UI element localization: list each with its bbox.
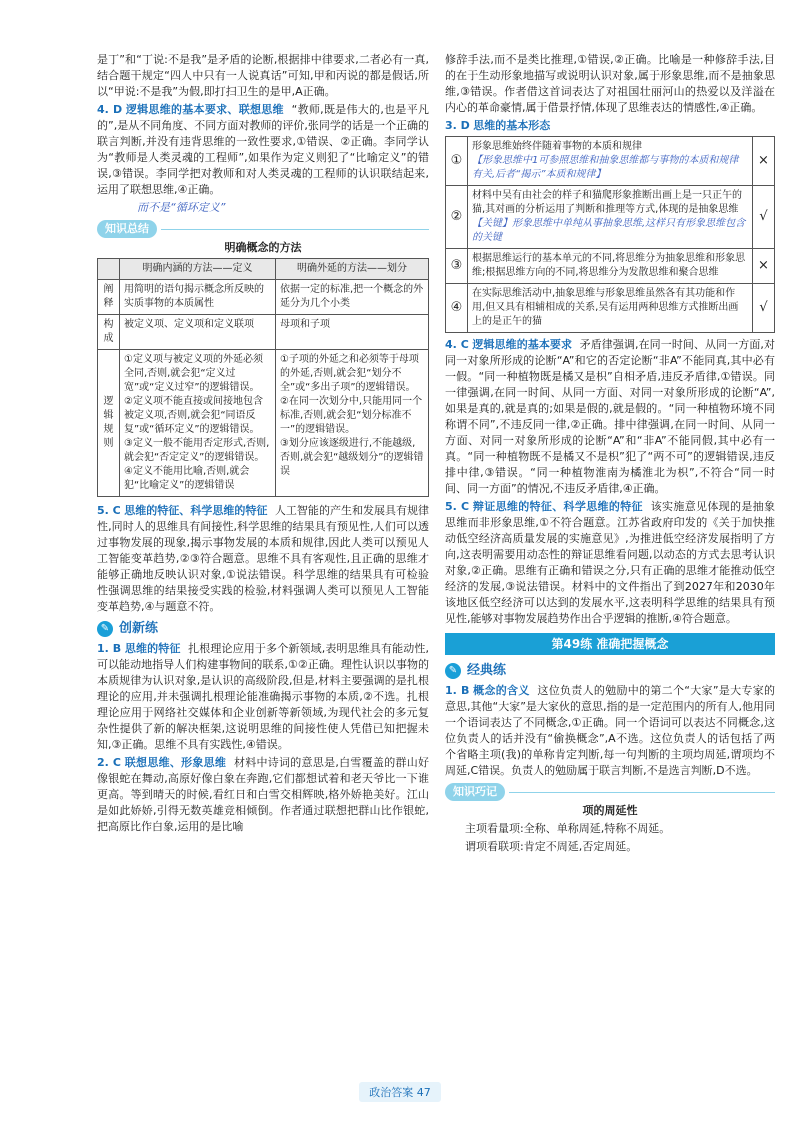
c1-number: 1. B [97,642,122,655]
row-mark: √ [753,186,775,249]
row-text: 材料中吴有由社会的样子和猫爬形象推断出画上是一只正午的猫,其对画的分析运用了判断和推理等方式,体现的是抽象思维 [472,190,742,215]
table-cell: ①子项的外延之和必须等于母项的外延,否则,就会犯“划分不全”或“多出子项”的逻辑错误。 ②在同一次划分中,只能用同一个标准,否则,就会犯“划分标准不一”的逻辑错误。 ③划分应该逐级进行,不能越级,否则,就会犯“越级划分”的逻辑错误 [275,350,428,497]
c1-tag: 思维的特征 [124,642,181,655]
q4-number: 4. D [97,103,123,116]
row-head: 阐释 [98,280,120,315]
left-intro-paragraph: 是丁”和“丁说:不是我”是矛盾的论断,根据排中律要求,二者必有一真,结合题干规定“四人中只有一人说真话”可知,甲和丙说的都是假话,所以“甲说:不是我”为假,即打扫卫生的是甲,A正确。 [97,53,429,98]
left-column [97,52,429,837]
table-row [98,315,429,350]
table-row [446,137,775,186]
row-head: 构成 [98,315,120,350]
k1-answer [445,683,775,779]
right-column [445,52,775,857]
table-row [446,186,775,249]
row-mark: √ [753,284,775,333]
footer-subject: 政治答案 [369,1086,414,1099]
method-table-header-cell [98,259,120,280]
table-cell: 依据一定的标准,把一个概念的外延分为几个小类 [275,280,428,315]
tips-title: 项的周延性 [582,804,638,817]
row-handwritten-note: 【形象思维中1可参照思维和抽象思维都与事物的本质和规律有关,后者“揭示”本质和规律】 [472,155,739,180]
r-q5-tag: 辩证思维的特征、科学思维的特征 [472,500,643,513]
tips-divider [509,792,775,793]
innovation-label: 创新练 [119,621,159,636]
summary-pill: 知识总结 [97,220,157,238]
pencil-icon: ✎ [445,663,461,679]
r-q5-text: 该实施意见体现的是抽象思维而非形象思维,①不符合题意。江苏省政府印发的《关于加快推动低空经济高质量发展的实施意见》,为推进低空经济发展指明了方向,这表明需要用动态性的辩证思维看问题,以动态的方式去思考认识对象,②正确。思维有正确和错误之分,只有正确的思维才能推动低空经济的发展,③说法错误。材料中的文件指出了到2027年和2030年该地区低空经济可以达到的发展水平,这表明科学思维的结果具有预见性,能够对事物发展趋势作出合乎逻辑的推断,④符合题意。 [445,500,776,625]
table-cell [468,186,753,249]
c1-text: 扎根理论应用于多个新领域,表明思维具有能动性,可以能动地指导人们构建事物间的联系,①②正确。理性认识以事物的本质规律为认识对象,是认识的高级阶段,但是,材料主要强调的是扎根理论的应用,并未强调扎根理论能准确揭示事物的本质,②不选。扎根理论应用于网络社交媒体和企业创新等新领域,为现代社会的多元复杂性提供了新的解决框架,这说明思维的间接性使人凭借已知把握未知,③正确。思维不具有实践性,④错误。 [97,642,430,751]
q5-answer [97,503,429,615]
method-table-header-cell: 明确内涵的方法——定义 [120,259,276,280]
right-intro-paragraph: 修辞手法,而不是类比推理,①错误,②正确。比喻是一种修辞手法,目的在于生动形象地描写或说明认识对象,属于形象思维,而不是抽象思维,③错误。作者借这首词表达了对祖国壮丽河山的热爱以及洋溢在内心的革命豪情,属于借景抒情,体现了思维表达的情感性,④正确。 [445,53,775,114]
method-table-header [98,259,429,280]
q4-tag: 逻辑思维的基本要求、联想思维 [125,103,284,116]
c2-text: 材料中诗词的意思是,白雪覆盖的群山好像银蛇在舞动,高原好像白象在奔跑,它们都想试着和老天爷比一下谁更高。等到晴天的时候,看红日和白雪交相辉映,格外娇艳美好。江山是如此娇娇,引得无数英雄竞相倾倒。作者通过联想把群山比作银蛇,把高原比作白象,运用的是比喻 [97,756,429,833]
table-cell: 用简明的语句揭示概念所反映的实质事物的本质属性 [120,280,276,315]
r-q5-number: 5. C [445,500,470,513]
page-footer-box [359,1082,441,1102]
q3-table [445,136,775,333]
method-table-header-cell: 明确外延的方法——划分 [275,259,428,280]
method-table [97,258,429,497]
tips-pill: 知识巧记 [445,783,505,801]
c2-number: 2. C [97,756,122,769]
q4-handwritten-note: 而不是“循环定义” [137,201,226,214]
q3-header [445,118,775,134]
q5-number: 5. C [97,504,121,517]
row-number: ③ [446,249,468,284]
row-number: ④ [446,284,468,333]
row-number: ② [446,186,468,249]
summary-header [97,220,429,238]
r-q4-text: 矛盾律强调,在同一时间、从同一方面,对同一对象所形成的论断“A”和它的否定论断“非A”不能同真,其中必有一假。“同一种植物既是橘又是枳”自相矛盾,违反矛盾律,①错误。同一律强调,在同一时间、从同一方面、对同一对象所形成的论断“A”,如果是真的,就是真的;如果是假的,就是假的。“同一种植物环境不同称谓不同”,不违反同一律,②正确。排中律强调,在同一时间、从同一方面、对同一对象所形成的论断“A”和“非A”不能同假,其中必有一真。“同一种植物既不是橘又不是枳”犯了“两不可”的逻辑错误,违反排中律,③错误。“同一种植物淮南为橘淮北为枳”,不符合“同一时间、同一方面”的情况,不违反矛盾律,④正确。 [445,338,775,495]
table-cell: ①定义项与被定义项的外延必须全同,否则,就会犯“定义过宽”或“定义过窄”的逻辑错误。 ②定义项不能直接或间接地包含被定义项,否则,就会犯“同语反复”或“循环定义”的逻辑错误。 ③定义一般不能用否定形式,否则,就会犯“否定定义”的逻辑错误。 ④定义不能用比喻,否则,就会犯“比喻定义”的逻辑错误 [120,350,276,497]
table-cell: 被定义项、定义项和定义联项 [120,315,276,350]
row-head: 逻辑规则 [98,350,120,497]
k1-number: 1. B [445,684,470,697]
c1-answer [97,641,429,753]
row-text: 形象思维始终伴随着事物的本质和规律 [472,141,642,152]
table-cell [468,137,753,186]
k1-text: 这位负责人的勉励中的第二个“大家”是大专家的意思,其他“大家”是大家伙的意思,指的是一定范围内的所有人,他用同一个语词表达了不同概念,①正确。同一个语词可以表达不同概念,这位负责人的话并没有“偷换概念”,A不选。这位负责人的话包括了两个省略主项(我)的单称肯定判断,每一句判断的主项均周延,谓项均不周延,C错误。负责人的勉励属于联言判断,不是选言判断,D不选。 [445,684,776,777]
summary-title: 明确概念的方法 [224,241,302,254]
r-q4-answer [445,337,775,497]
tips-line-2: 谓项看联项:肯定不周延,否定周延。 [465,840,638,853]
row-mark: × [753,249,775,284]
summary-divider [161,229,429,230]
classic-label: 经典练 [467,663,507,678]
r-q5-answer [445,499,775,627]
k1-tag: 概念的含义 [473,684,530,697]
table-cell: 在实际思维活动中,抽象思维与形象思维虽然各有其功能和作用,但又具有相辅相成的关系,吴有运用两种思维方式推断出画上的是正午的猫 [468,284,753,333]
page-footer [0,1082,800,1102]
q4-answer [97,102,429,198]
q3-number: 3. D [445,119,470,132]
tips-header [445,783,775,801]
classic-section-title [445,663,775,679]
c2-answer [97,755,429,835]
r-q4-tag: 逻辑思维的基本要求 [472,338,573,351]
table-row [98,280,429,315]
q5-tag: 思维的特征、科学思维的特征 [124,504,268,517]
table-row [446,249,775,284]
table-row [98,350,429,497]
r-q4-number: 4. C [445,338,469,351]
lesson-banner: 第49练 准确把握概念 [445,633,775,655]
row-mark: × [753,137,775,186]
innovation-section-title [97,621,429,637]
row-number: ① [446,137,468,186]
q5-text: 人工智能的产生和发展具有规律性,同时人的思维具有间接性,科学思维的结果具有预见性,人们可以透过事物发展的现象,揭示事物发展的本质和规律,因此人类可以预见人工智能变革趋势,②③符合题意。思维不具有客观性,且正确的思维才能够正确地反映认识对象,①说法错误。科学思维的结果具有可检验性强调思维的结果接受实践的检验,材料强调人类可以预见人工智能变革趋势,④与题意不符。 [97,504,430,613]
table-cell: 根据思维运行的基本单元的不同,将思维分为抽象思维和形象思维;根据思维方向的不同,将思维分为发散思维和聚合思维 [468,249,753,284]
q4-text: “教师,既是伟大的,也是平凡的”,是从不同角度、不同方面对教师的评价,张同学的话是一个正确的联言判断,并没有违背思维的一致性要求,①错误、②正确。李同学认为“教师是人类灵魂的工程师”,如果作为定义则犯了“比喻定义”的错误,③错误。李同学把对教师和对人类灵魂的工程师的认识联结起来,运用了联想思维,④正确。 [97,103,429,196]
tips-line-1: 主项看量项:全称、单称周延,特称不周延。 [465,822,671,835]
q3-tag: 思维的基本形态 [473,119,551,132]
pencil-icon: ✎ [97,621,113,637]
table-row [446,284,775,333]
row-handwritten-note: 【关键】形象思维中单纯从事抽象思维,这样只有形象思维包含的关键 [472,218,746,243]
c2-tag: 联想思维、形象思维 [124,756,227,769]
table-cell: 母项和子项 [275,315,428,350]
footer-page-number: 47 [416,1086,431,1099]
